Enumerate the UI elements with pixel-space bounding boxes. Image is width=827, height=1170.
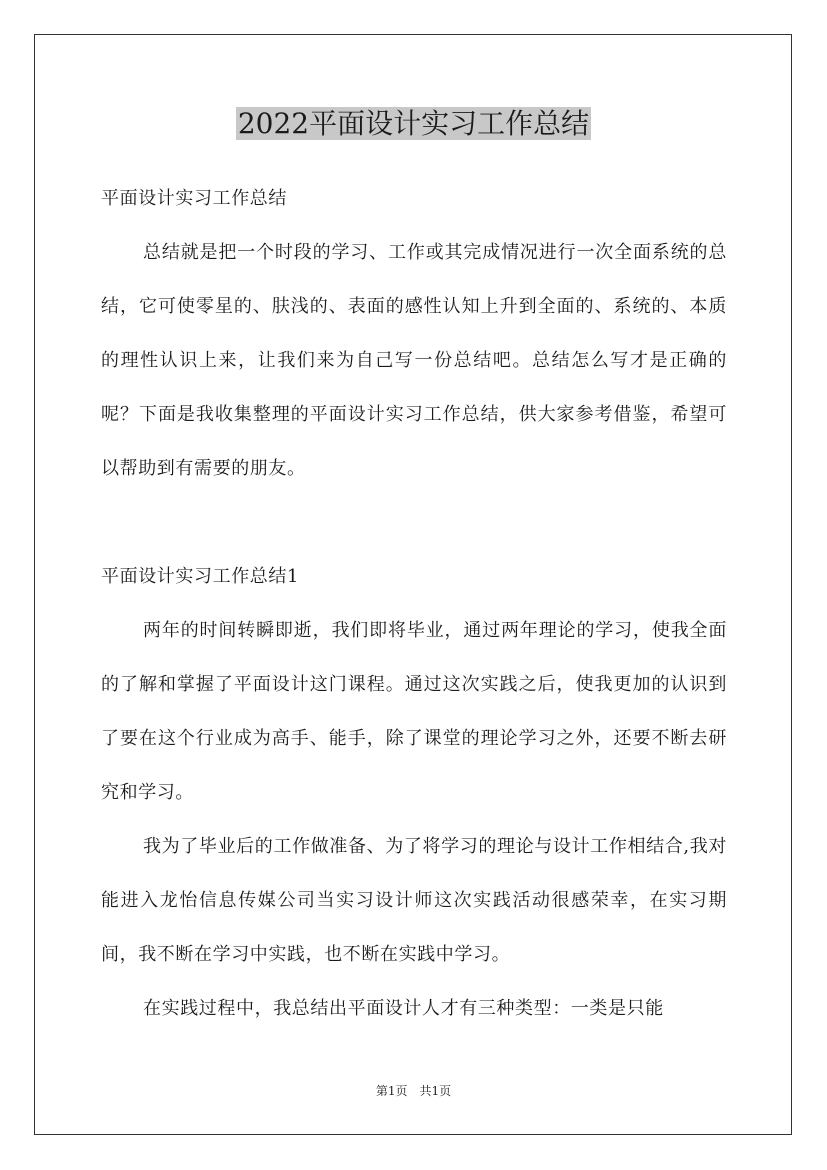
document-subtitle: 平面设计实习工作总结 bbox=[101, 188, 287, 209]
page-number: 第1页 bbox=[375, 1084, 408, 1098]
body-paragraph: 两年的时间转瞬即逝，我们即将毕业，通过两年理论的学习，使我全面的了解和掌握了平面设计这门课程。通过这次实践之后，使我更加的认识到了要在这个行业成为高手、能手，除了课堂的理论学习之外，还要不断去研究和学习。 bbox=[101, 620, 727, 803]
document-title-text: 2022平面设计实习工作总结 bbox=[237, 107, 590, 140]
document-title bbox=[0, 104, 827, 144]
page-footer bbox=[0, 1082, 827, 1100]
document-body bbox=[101, 172, 727, 1036]
body-paragraph: 在实践过程中，我总结出平面设计人才有三种类型：一类是只能 bbox=[143, 998, 664, 1019]
intro-paragraph: 总结就是把一个时段的学习、工作或其完成情况进行一次全面系统的总结，它可使零星的、肤浅的、表面的感性认知上升到全面的、系统的、本质的理性认识上来，让我们来为自己写一份总结吧。总结怎么写才是正确的呢？下面是我收集整理的平面设计实习工作总结，供大家参考借鉴，希望可以帮助到有需要的朋友。 bbox=[101, 242, 727, 479]
page-total: 共1页 bbox=[419, 1084, 452, 1098]
body-paragraph: 我为了毕业后的工作做准备、为了将学习的理论与设计工作相结合,我对能进入龙怡信息传媒公司当实习设计师这次实践活动很感荣幸，在实习期间，我不断在学习中实践，也不断在实践中学习。 bbox=[101, 836, 727, 965]
section-heading: 平面设计实习工作总结1 bbox=[101, 566, 300, 587]
